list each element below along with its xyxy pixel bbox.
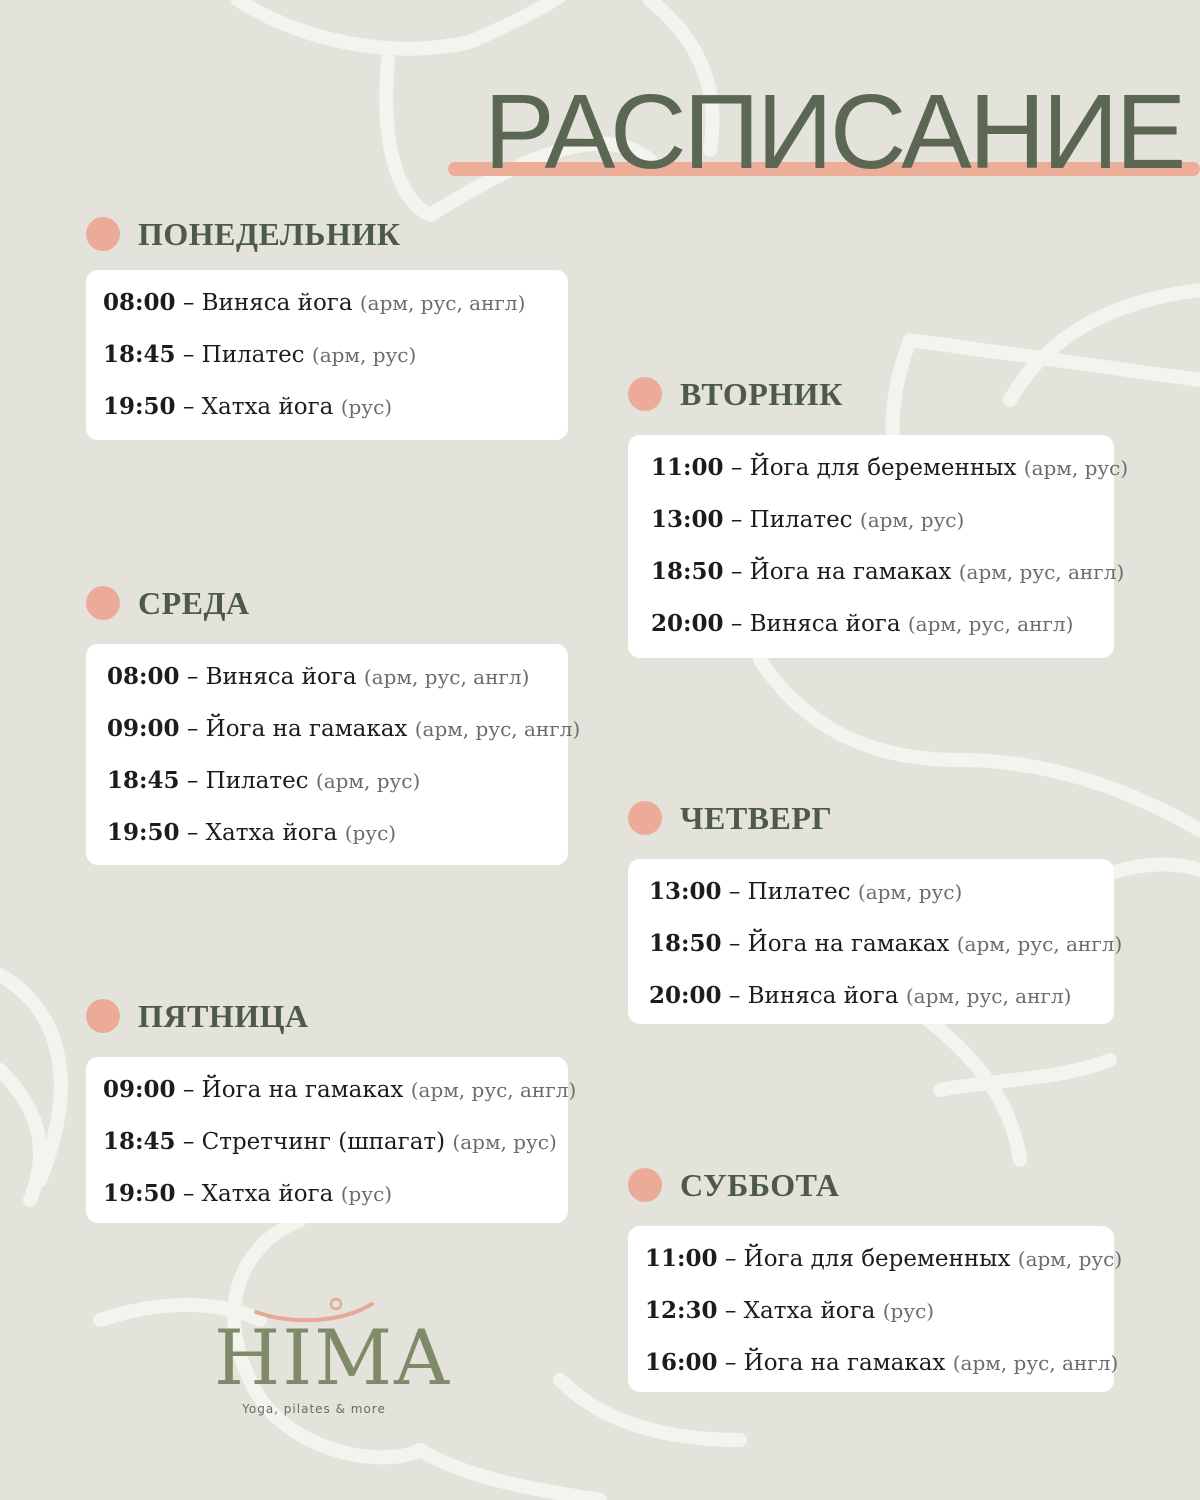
bullet-dot	[628, 801, 662, 835]
day-name: ВТОРНИК	[680, 375, 843, 412]
schedule-card	[86, 644, 581, 865]
class-row: 20:00 – Виняса йога (арм, рус, англ)	[651, 610, 1074, 637]
class-row: 20:00 – Виняса йога (арм, рус, англ)	[649, 982, 1072, 1009]
class-row: 13:00 – Пилатес (арм, рус)	[649, 878, 963, 905]
class-name: Виняса йога	[749, 611, 901, 637]
day-name: ПЯТНИЦА	[138, 997, 309, 1034]
class-row: 18:50 – Йога на гамаках (арм, рус, англ)	[651, 558, 1125, 585]
day-name: ПОНЕДЕЛЬНИК	[138, 215, 401, 252]
class-languages: (рус)	[340, 395, 393, 419]
bullet-dot	[86, 586, 120, 620]
bullet-dot	[628, 377, 662, 411]
class-time: 20:00	[649, 982, 722, 1009]
class-languages: (арм, рус)	[1017, 1247, 1123, 1271]
class-name: Йога на гамаках	[749, 559, 952, 585]
class-name: Йога для беременных	[749, 455, 1017, 481]
logo-wordmark: HIMA	[214, 1313, 452, 1402]
class-time: 09:00	[103, 1076, 176, 1103]
class-name: Пилатес	[201, 342, 305, 368]
class-time: 19:50	[103, 1180, 176, 1207]
day-name: СРЕДА	[138, 584, 250, 621]
page-title: РАСПИСАНИЕ	[484, 73, 1184, 191]
class-name: Пилатес	[205, 768, 309, 794]
class-languages: (арм, рус, англ)	[956, 932, 1123, 956]
class-row: 18:45 – Пилатес (арм, рус)	[107, 767, 421, 794]
class-name: Йога для беременных	[743, 1246, 1011, 1272]
class-name: Пилатес	[747, 879, 851, 905]
class-name: Стретчинг (шпагат)	[201, 1129, 446, 1155]
class-languages: (арм, рус, англ)	[359, 291, 526, 315]
class-name: Виняса йога	[205, 664, 357, 690]
class-name: Хатха йога	[201, 1181, 334, 1207]
class-time: 19:50	[103, 393, 176, 420]
class-time: 19:50	[107, 819, 180, 846]
class-row: 09:00 – Йога на гамаках (арм, рус, англ)	[107, 715, 581, 742]
class-name: Йога на гамаках	[743, 1350, 946, 1376]
class-row: 12:30 – Хатха йога (рус)	[645, 1297, 935, 1324]
class-languages: (арм, рус)	[1023, 456, 1129, 480]
class-name: Хатха йога	[201, 394, 334, 420]
bullet-dot	[86, 217, 120, 251]
class-languages: (арм, рус, англ)	[410, 1078, 577, 1102]
class-name: Хатха йога	[743, 1298, 876, 1324]
day-name: СУББОТА	[680, 1166, 840, 1203]
class-time: 08:00	[103, 289, 176, 316]
class-languages: (арм, рус)	[452, 1130, 557, 1154]
class-name: Хатха йога	[205, 820, 338, 846]
bullet-dot	[86, 999, 120, 1033]
class-row: 19:50 – Хатха йога (рус)	[107, 819, 397, 846]
class-languages: (рус)	[882, 1299, 935, 1323]
class-row: 18:50 – Йога на гамаках (арм, рус, англ)	[649, 930, 1123, 957]
class-languages: (арм, рус, англ)	[414, 717, 581, 741]
class-row: 18:45 – Стретчинг (шпагат) (арм, рус)	[103, 1128, 557, 1155]
class-name: Йога на гамаках	[747, 931, 950, 957]
class-languages: (арм, рус, англ)	[952, 1351, 1119, 1375]
class-time: 16:00	[645, 1349, 718, 1376]
class-languages: (арм, рус)	[315, 769, 421, 793]
class-row: 19:50 – Хатха йога (рус)	[103, 393, 393, 420]
class-row: 08:00 – Виняса йога (арм, рус, англ)	[103, 289, 526, 316]
class-row: 09:00 – Йога на гамаках (арм, рус, англ)	[103, 1076, 577, 1103]
class-row: 19:50 – Хатха йога (рус)	[103, 1180, 393, 1207]
class-languages: (арм, рус, англ)	[363, 665, 530, 689]
class-languages: (рус)	[344, 821, 397, 845]
class-name: Виняса йога	[201, 290, 353, 316]
class-time: 18:50	[649, 930, 722, 957]
schedule-card	[628, 859, 1123, 1024]
schedule-card	[86, 1057, 577, 1223]
class-time: 18:50	[651, 558, 724, 585]
class-time: 11:00	[645, 1245, 718, 1272]
schedule-card	[86, 270, 568, 440]
logo-tagline: Yoga, pilates & more	[242, 1402, 386, 1416]
class-name: Виняса йога	[747, 983, 899, 1009]
class-time: 11:00	[651, 454, 724, 481]
class-row: 08:00 – Виняса йога (арм, рус, англ)	[107, 663, 530, 690]
class-row: 11:00 – Йога для беременных (арм, рус)	[651, 454, 1129, 481]
hima-logo	[214, 1296, 452, 1426]
class-name: Йога на гамаках	[201, 1077, 404, 1103]
class-languages: (рус)	[340, 1182, 393, 1206]
class-time: 12:30	[645, 1297, 718, 1324]
schedule-card	[628, 435, 1129, 658]
class-time: 20:00	[651, 610, 724, 637]
class-row: 13:00 – Пилатес (арм, рус)	[651, 506, 965, 533]
class-row: 18:45 – Пилатес (арм, рус)	[103, 341, 417, 368]
class-name: Йога на гамаках	[205, 716, 408, 742]
class-time: 13:00	[649, 878, 722, 905]
class-languages: (арм, рус)	[857, 880, 963, 904]
class-languages: (арм, рус)	[859, 508, 965, 532]
class-row: 16:00 – Йога на гамаках (арм, рус, англ)	[645, 1349, 1119, 1376]
class-time: 18:45	[107, 767, 180, 794]
class-languages: (арм, рус, англ)	[958, 560, 1125, 584]
class-time: 18:45	[103, 341, 176, 368]
class-time: 08:00	[107, 663, 180, 690]
class-time: 18:45	[103, 1128, 176, 1155]
schedule-card	[628, 1226, 1123, 1392]
bullet-dot	[628, 1168, 662, 1202]
class-languages: (арм, рус, англ)	[905, 984, 1072, 1008]
class-row: 11:00 – Йога для беременных (арм, рус)	[645, 1245, 1123, 1272]
class-languages: (арм, рус)	[311, 343, 417, 367]
class-time: 13:00	[651, 506, 724, 533]
day-name: ЧЕТВЕРГ	[680, 799, 833, 836]
class-languages: (арм, рус, англ)	[907, 612, 1074, 636]
class-name: Пилатес	[749, 507, 853, 533]
class-time: 09:00	[107, 715, 180, 742]
